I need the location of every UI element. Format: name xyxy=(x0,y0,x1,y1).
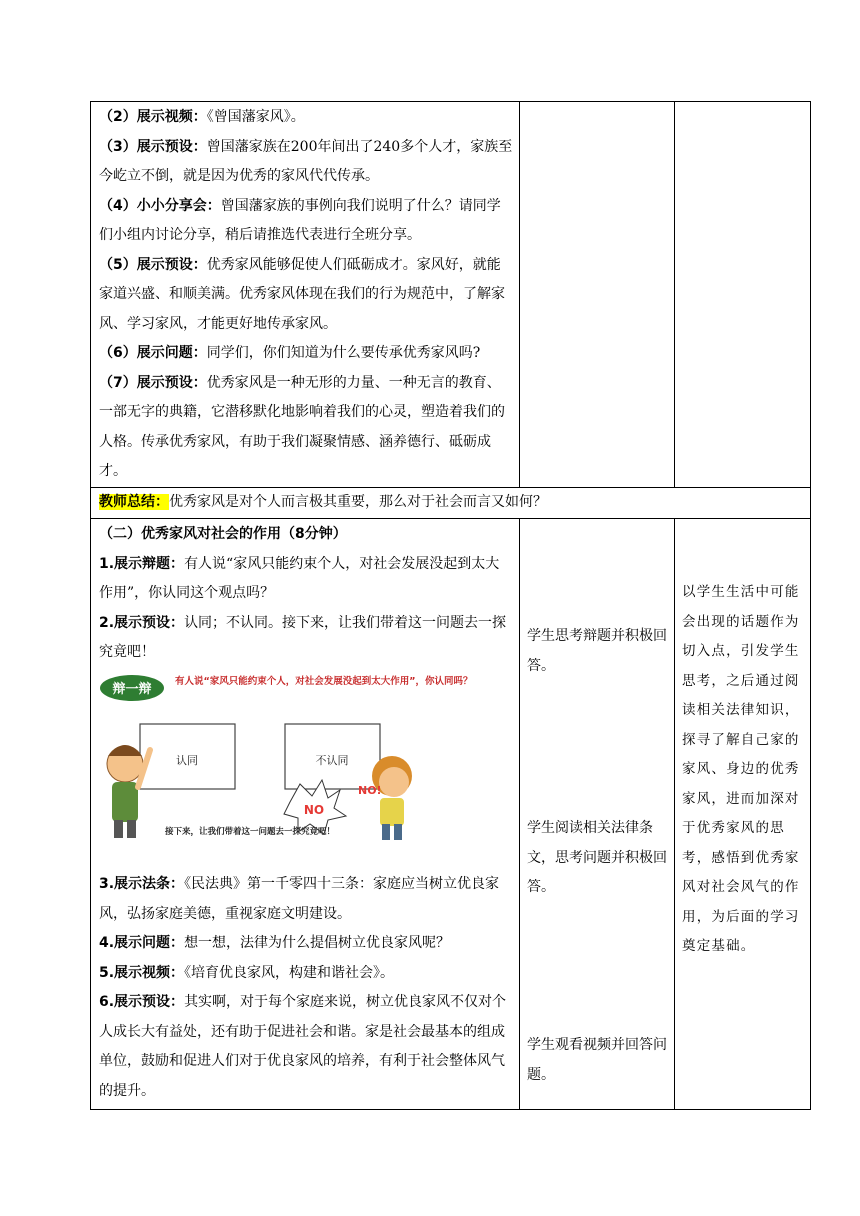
section2-activities-cell-lower xyxy=(99,870,513,1106)
section2-item: 5.展示视频：《培育优良家风，构建和谐社会》。 xyxy=(99,964,395,981)
section2-item: 2.展示预设：认同；不认同。接下来，让我们带着这一问题去一探究竟吧！ xyxy=(99,614,507,660)
student-activity-3: 学生观看视频并回答问题。 xyxy=(527,1037,667,1083)
badge-text: 辩一辩 xyxy=(112,682,152,697)
section2-activities-cell xyxy=(99,520,513,668)
row-divider-2 xyxy=(90,518,811,519)
col-divider-4 xyxy=(674,518,675,1110)
no-text-2: NO! xyxy=(358,784,382,797)
top-item: （5）展示预设：优秀家风能够促使人们砥砺成才。家风好，就能家道兴盛、和顺美满。优秀家风体现在我们的行为规范中，了解家风、学习家风，才能更好地传承家风。 xyxy=(99,256,505,332)
teacher-summary-row xyxy=(99,488,804,517)
debate-badge-icon xyxy=(100,675,164,701)
summary-text: 优秀家风是对个人而言极其重要，那么对于社会而言又如何？ xyxy=(169,494,547,510)
top-item: （2）展示视频：《曾国藩家风》。 xyxy=(99,109,305,125)
top-item: （4）小小分享会：曾国藩家族的事例向我们说明了什么？请同学们小组内讨论分享，稍后请推选代表进行全班分享。 xyxy=(99,197,501,243)
debate-illustration-svg xyxy=(100,672,473,842)
col-divider-2 xyxy=(674,101,675,487)
agree-label: 认同 xyxy=(176,754,198,767)
no-burst-icon xyxy=(284,780,346,834)
section2-item: 3.展示法条：《民法典》第一千零四十三条：家庭应当树立优良家风，弘扬家庭美德，重视家庭文明建设。 xyxy=(99,876,500,922)
student-activity-1: 学生思考辩题并积极回答。 xyxy=(527,628,667,674)
boy-character-icon xyxy=(107,745,150,838)
student-activity-2: 学生阅读相关法律条文，思考问题并积极回答。 xyxy=(527,820,667,895)
design-intent: 以学生生活中可能会出现的话题作为切入点，引发学生思考，之后通过阅读相关法律知识，探寻了解自己家的家风、身边的优秀家风，进而加深对于优秀家风的思考，感悟到优秀家风对社会风气的作用，为后面的学习奠定基础。 xyxy=(682,584,800,954)
top-item: （7）展示预设：优秀家风是一种无形的力量、一种无言的教育、一部无字的典籍，它潜移默化地影响着我们的心灵，塑造着我们的人格。传承优秀家风，有助于我们凝聚情感、涵养德行、砥砺成才。 xyxy=(99,374,505,479)
section2-item: 1.展示辩题：有人说“家风只能约束个人，对社会发展没起到太大作用”，你认同这个观点吗？ xyxy=(99,555,500,601)
col-divider-1 xyxy=(519,101,520,487)
col-divider-3 xyxy=(519,518,520,1110)
section2-title: （二）优秀家风对社会的作用（8分钟） xyxy=(99,526,347,542)
top-item: （3）展示预设：曾国藩家族在200年间出了240多个人才，家族至今屹立不倒，就是因为优秀的家风代代传承。 xyxy=(99,138,513,184)
debate-footer: 接下来，让我们带着这一问题去一探究竟吧！ xyxy=(164,827,336,837)
section2-item: 6.展示预设：其实啊，对于每个家庭来说，树立优良家风不仅对个人成长大有益处，还有助于促进社会和谐。家是社会最基本的组成单位，鼓励和促进人们对于优良家风的培养，有利于社会整体风气的提升。 xyxy=(99,994,507,1099)
top-activities-cell xyxy=(99,103,513,487)
section2-item: 4.展示问题：想一想，法律为什么提倡树立优良家风呢？ xyxy=(99,935,451,951)
no-text: NO xyxy=(303,803,325,817)
disagree-label: 不认同 xyxy=(315,754,349,767)
debate-question: 有人说“家风只能约束个人，对社会发展没起到太大作用”，你认同吗？ xyxy=(175,676,473,687)
summary-label: 教师总结： xyxy=(99,494,169,510)
debate-illustration xyxy=(100,672,473,842)
top-item: （6）展示问题：同学们，你们知道为什么要传承优秀家风吗? xyxy=(99,345,481,361)
